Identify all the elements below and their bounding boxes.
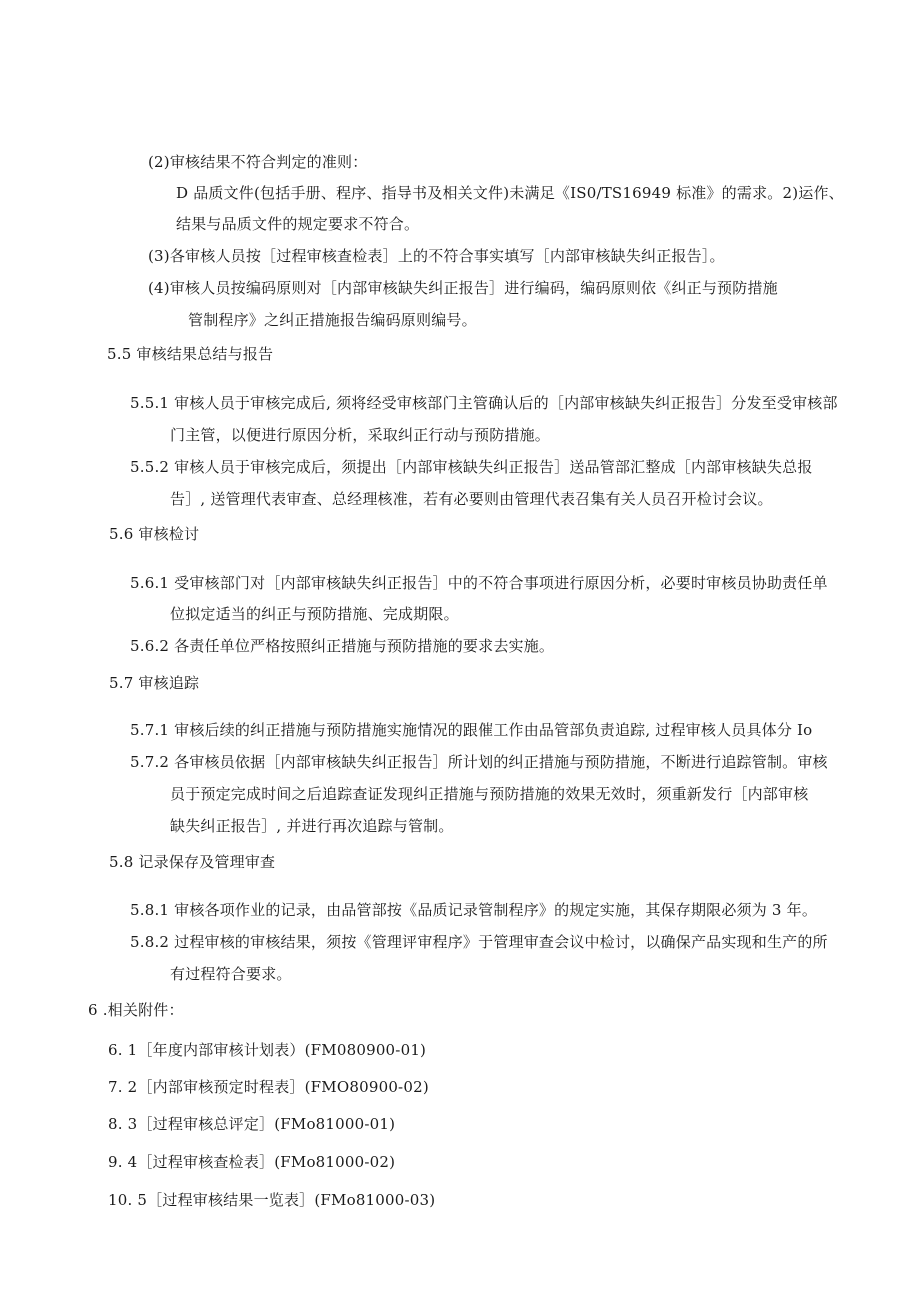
section-heading: 5.5 审核结果总结与报告 — [107, 345, 274, 363]
section-heading: 6 .相关附件： — [88, 1001, 184, 1019]
text-line: 管制程序》之纠正措施报告编码原则编号。 — [188, 311, 477, 329]
text-line: 有过程符合要求。 — [170, 965, 292, 983]
text-line: 位拟定适当的纠正与预防措施、完成期限。 — [170, 605, 459, 623]
attachment-item: 9. 4［过程审核查检表］(FMo81000-02) — [108, 1153, 396, 1171]
text-line: 门主管，以便进行原因分析，采取纠正行动与预防措施。 — [170, 426, 551, 444]
text-line: 5.6.2 各责任单位严格按照纠正措施与预防措施的要求去实施。 — [130, 637, 555, 655]
text-line: 5.7.2 各审核员依据［内部审核缺失纠正报告］所计划的纠正措施与预防措施，不断进行追踪管制。审核 — [130, 753, 828, 771]
section-heading: 5.8 记录保存及管理审查 — [109, 853, 276, 871]
text-line: 缺失纠正报告］, 并进行再次追踪与管制。 — [170, 817, 454, 835]
text-line: 告］, 送管理代表审查、总经理核准，若有必要则由管理代表召集有关人员召开检讨会议。 — [170, 490, 773, 508]
section-heading: 5.7 审核追踪 — [109, 674, 200, 692]
text-line: 5.7.1 审核后续的纠正措施与预防措施实施情况的跟催工作由品管部负责追踪, 过程审核人员具体分 Io — [130, 721, 813, 739]
attachment-item: 7. 2［内部审核预定时程表］(FMO80900-02) — [108, 1078, 429, 1096]
attachment-item: 6. 1［年度内部审核计划表）(FM080900-01) — [108, 1041, 427, 1059]
text-line: D 品质文件(包括手册、程序、指导书及相关文件)未满足《IS0/TS16949 标准》的需求。2)运作、 — [176, 184, 844, 202]
text-line: 员于预定完成时间之后追踪查证发现纠正措施与预防措施的效果无效时，须重新发行［内部审核 — [170, 785, 809, 803]
text-line: 5.8.2 过程审核的审核结果，须按《管理评审程序》于管理审查会议中检讨，以确保产品实现和生产的所 — [130, 933, 828, 951]
text-line: 5.5.2 审核人员于审核完成后，须提出［内部审核缺失纠正报告］送品管部汇整成［内部审核缺失总报 — [130, 458, 813, 476]
section-heading: 5.6 审核检讨 — [109, 525, 200, 543]
text-line: (4)审核人员按编码原则对［内部审核缺失纠正报告］进行编码，编码原则依《纠正与预防措施 — [148, 279, 778, 297]
text-line: 5.5.1 审核人员于审核完成后, 须将经受审核部门主管确认后的［内部审核缺失纠正报告］分发至受审核部 — [130, 394, 838, 412]
text-line: (3)各审核人员按［过程审核查检表］上的不符合事实填写［内部审核缺失纠正报告］。 — [148, 247, 725, 265]
text-line: 结果与品质文件的规定要求不符合。 — [176, 215, 420, 233]
attachment-item: 10. 5［过程审核结果一览表］(FMo81000-03) — [108, 1191, 436, 1209]
text-line: 5.8.1 审核各项作业的记录，由品管部按《品质记录管制程序》的规定实施，其保存期限必须为 3 年。 — [130, 901, 818, 919]
attachment-item: 8. 3［过程审核总评定］(FMo81000-01) — [108, 1115, 396, 1133]
text-line: (2)审核结果不符合判定的准则： — [148, 153, 368, 171]
text-line: 5.6.1 受审核部门对［内部审核缺失纠正报告］中的不符合事项进行原因分析，必要时审核员协助责任单 — [130, 574, 828, 592]
